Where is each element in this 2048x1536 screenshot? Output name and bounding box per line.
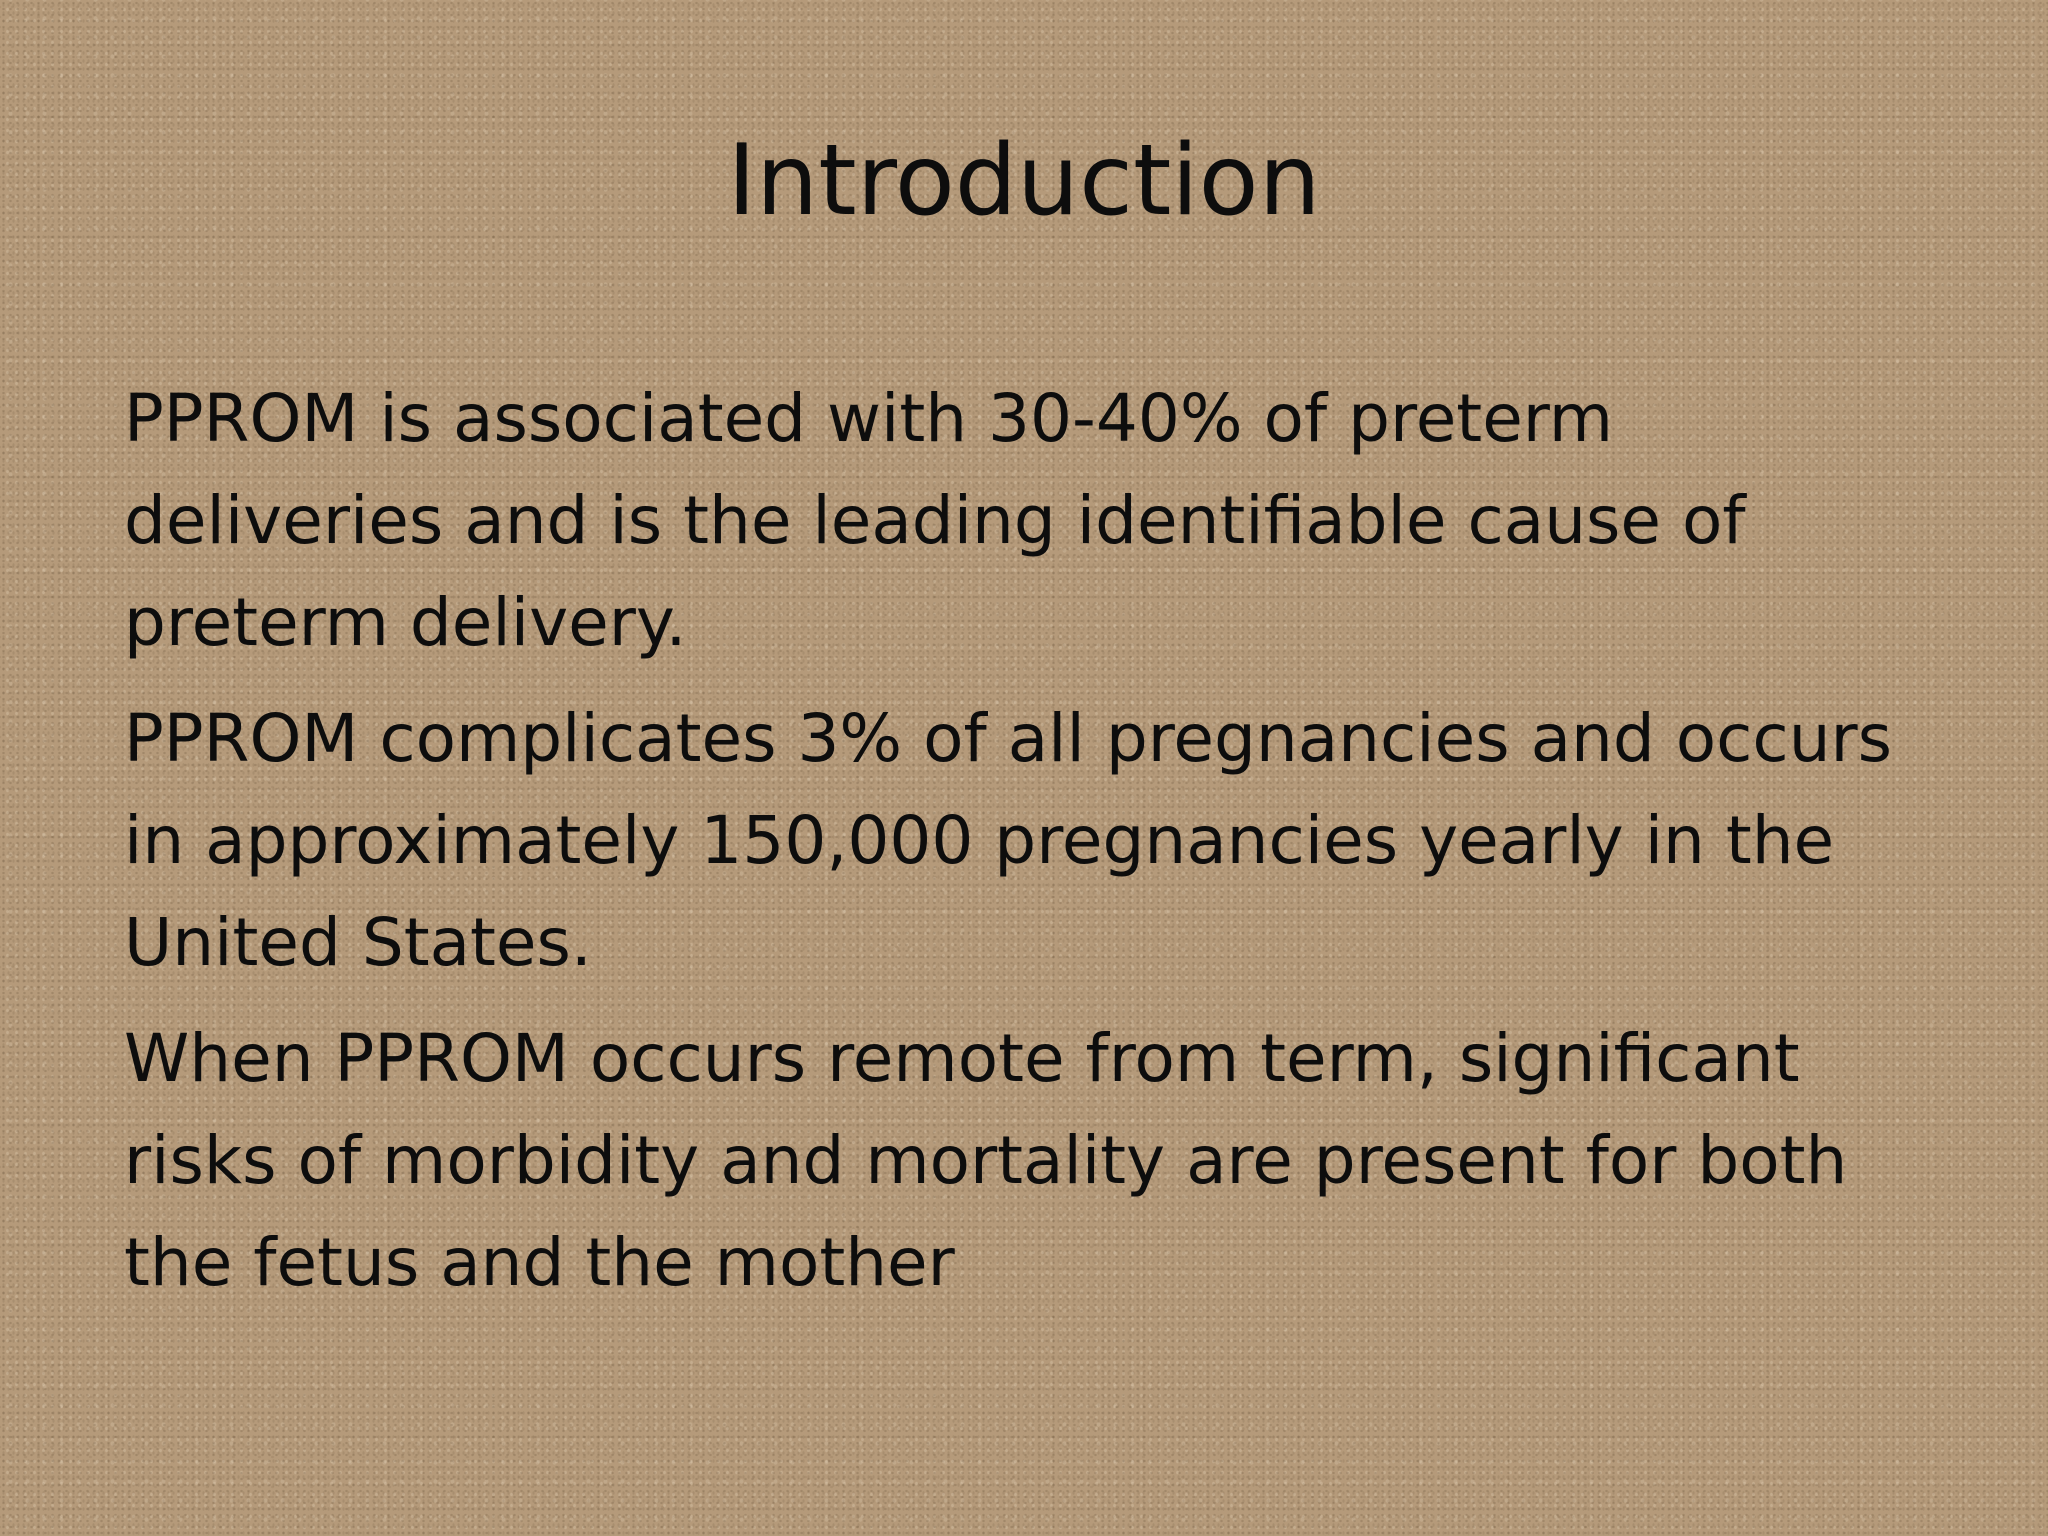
bullet-list [124, 368, 1944, 1328]
bullet-item: PPROM is associated with 30-40% of preterm deliveries and is the leading identifiable cause of preterm delivery. [124, 380, 1746, 661]
bullet-item: When PPROM occurs remote from term, significant risks of morbidity and mortality are present for both the fetus and the mother [124, 1020, 1848, 1301]
slide-title: Introduction [727, 124, 1321, 238]
bullet-item: PPROM complicates 3% of all pregnancies and occurs in approximately 150,000 pregnancies yearly in the United States. [124, 700, 1893, 981]
